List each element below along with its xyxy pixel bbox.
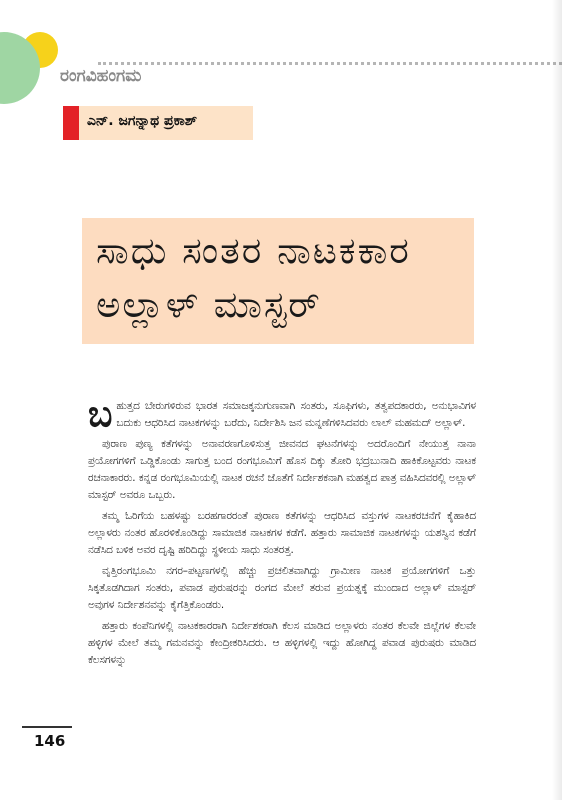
paragraph: ಪುರಾಣ ಪುಣ್ಯ ಕತೆಗಳನ್ನು ಅನಾವರಣಗೊಳಿಸುತ್ತ ಜೀವನದ ಘಟನೆಗಳನ್ನು ಅದರೊಂದಿಗೆ ನೇಯುತ್ತ ನಾನಾ ಪ್ರಯೋಗಗಳಿಗೆ ಒಡ್ಡಿಕೊಂಡು ಸಾಗುತ್ತ ಬಂದ ರಂಗಭೂಮಿಗೆ ಹೊಸ ದಿಕ್ಕು ತೋರಿ ಭದ್ರಬುನಾದಿ ಹಾಕಿಕೊಟ್ಟವರು ನಾಟಕ ರಚನಾಕಾರರು. ಕನ್ನಡ ರಂಗಭೂಮಿಯಲ್ಲಿ ನಾಟಕ ರಚನೆ ಜೊತೆಗೆ ನಿರ್ದೇಶಕನಾಗಿ ಮಹತ್ವದ ಪಾತ್ರ ವಹಿಸಿದವರಲ್ಲಿ ಅಲ್ಲಾಳ್ ಮಾಸ್ಟರ್ ಅವರೂ ಒಬ್ಬರು.	[88, 438, 476, 501]
paragraph: ವೃತ್ತಿರಂಗಭೂಮಿ ನಗರ–ಪಟ್ಟಣಗಳಲ್ಲಿ ಹೆಚ್ಚು ಪ್ರಚಲಿತವಾಗಿದ್ದು ಗ್ರಾಮೀಣ ನಾಟಕ ಪ್ರಯೋಗಗಳಿಗೆ ಒತ್ತು ಸಿಕ್ಕತೊಡಗಿದಾಗ ಸಂತರು, ಪವಾಡ ಪುರುಷರನ್ನು ರಂಗದ ಮೇಲೆ ತರುವ ಪ್ರಯತ್ನಕ್ಕೆ ಮುಂದಾದ ಅಲ್ಲಾಳ್ ಮಾಸ್ಟರ್ ಅವುಗಳ ನಿರ್ದೇಶನವನ್ನು ಕೈಗೆತ್ತಿಕೊಂಡರು.	[88, 565, 476, 611]
article-title-line-2: ಅಲ್ಲಾಳ್ ಮಾಸ್ಟರ್	[96, 283, 322, 326]
paragraph	[88, 394, 476, 435]
author-name: ಎನ್. ಜಗನ್ನಾಥ ಪ್ರಕಾಶ್	[87, 113, 198, 129]
corner-decoration-circles	[0, 0, 80, 120]
author-accent-block	[63, 106, 79, 140]
paragraph-text: ಹುತ್ತದ ಬೇರುಗಳಿರುವ ಭಾರತ ಸಮಾಜಕ್ಕನುಗುಣವಾಗಿ ಸಂತರು, ಸೂಫಿಗಳು, ತತ್ವಪದಕಾರರು, ಅನುಭಾವಿಗಳ ಬದುಕು ಆಧರಿಸಿದ ನಾಟಕಗಳನ್ನು ಬರೆದು, ನಿರ್ದೇಶಿಸಿ ಜನ ಮನ್ನಣೆಗಳಿಸಿದವರು ಲಾಲ್ ಮಹಮದ್ ಅಲ್ಲಾಳ್.	[116, 400, 476, 429]
drop-cap: ಬ	[88, 394, 113, 435]
article-title-line-1: ಸಾಧು ಸಂತರ ನಾಟಕಕಾರ	[96, 229, 411, 272]
page-number: 146	[34, 732, 66, 750]
title-box	[82, 218, 474, 344]
author-bar	[63, 106, 253, 140]
paragraph: ಹತ್ತಾರು ಕಂಪೆನಿಗಳಲ್ಲಿ ನಾಟಕಕಾರರಾಗಿ ನಿರ್ದೇಶಕರಾಗಿ ಕೆಲಸ ಮಾಡಿದ ಅಲ್ಲಾಳರು ನಂತರ ಕೆಲವೇ ಜಿಲ್ಲೆಗಳ ಕೆಲವೇ ಹಳ್ಳಿಗಳ ಮೇಲೆ ತಮ್ಮ ಗಮನವನ್ನು ಕೇಂದ್ರೀಕರಿಸಿದರು. ಆ ಹಳ್ಳಿಗಳಲ್ಲಿ ಇದ್ದು ಹೋಗಿದ್ದ ಪವಾಡ ಪುರುಷರು ಮಾಡಿದ ಕೆಲಸಗಳನ್ನು	[88, 620, 476, 666]
section-label: ರಂಗವಿಹಂಗಮ	[60, 66, 142, 86]
gutter-shade	[552, 0, 562, 800]
paragraph: ತಮ್ಮ ಓರಿಗೆಯ ಬಹಳಷ್ಟು ಬರಹಗಾರರಂತೆ ಪುರಾಣ ಕತೆಗಳನ್ನು ಆಧರಿಸಿದ ವಸ್ತುಗಳ ನಾಟಕರಚನೆಗೆ ಕೈಹಾಕಿದ ಅಲ್ಲಾಳರು ನಂತರ ಹೊರಳಿಕೊಂಡಿದ್ದು ಸಾಮಾಜಿಕ ನಾಟಕಗಳ ಕಡೆಗೆ. ಹತ್ತಾರು ಸಾಮಾಜಿಕ ನಾಟಕಗಳನ್ನು ಯಶಸ್ವಿನ ಕಡೆಗೆ ನಡೆಸಿದ ಬಳಿಕ ಅವರ ದೃಷ್ಟಿ ಹರಿದಿದ್ದು ಸ್ಥಳೀಯ ಸಾಧು ಸಂತರತ್ತ.	[88, 510, 476, 556]
header-dotted-rule	[98, 62, 562, 65]
page-number-rule	[22, 726, 72, 728]
article-body	[88, 394, 476, 673]
